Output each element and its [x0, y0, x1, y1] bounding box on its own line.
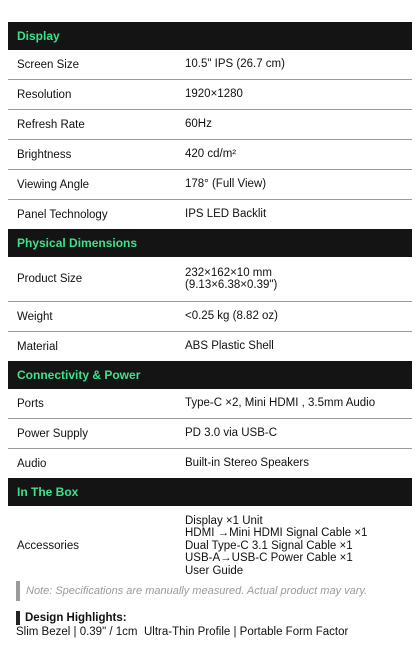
spec-label: Audio — [17, 457, 47, 470]
spec-row-resolution — [8, 80, 412, 110]
spec-value-line: USB-A→USB-C Power Cable ×1 — [185, 552, 353, 565]
spec-label: Refresh Rate — [17, 118, 85, 131]
spec-value — [185, 58, 412, 71]
measurement-note: Note: Specifications are manually measured. Actual product may vary. — [16, 581, 408, 601]
spec-row-weight — [8, 302, 412, 332]
spec-value-line: (9.13×6.38×0.39") — [185, 279, 278, 291]
spec-value-line: Built-in Stereo Speakers — [185, 457, 310, 470]
design-highlights-line — [16, 625, 412, 639]
spec-value-line: ABS Plastic Shell — [185, 340, 274, 353]
section-header-connectivity-power: Connectivity & Power — [8, 361, 412, 389]
spec-value — [185, 148, 412, 161]
spec-value-line: 178° (Full View) — [185, 178, 267, 191]
spec-row-panel-technology — [8, 200, 412, 229]
spec-row-accessories — [8, 506, 412, 586]
spec-value-line: 1920×1280 — [185, 88, 243, 101]
spec-value-line: HDMI →Mini HDMI Signal Cable ×1 — [185, 527, 368, 540]
highlight-profile: Ultra-Thin Profile | Portable Form Factor — [144, 626, 349, 638]
spec-row-viewing-angle — [8, 170, 412, 200]
spec-row-material — [8, 332, 412, 361]
spec-row-ports — [8, 389, 412, 419]
spec-value — [185, 208, 412, 221]
spec-value-line: Dual Type-C 3.1 Signal Cable ×1 — [185, 539, 353, 552]
section-header-physical-dimensions: Physical Dimensions — [8, 229, 412, 257]
spec-label: Product Size — [17, 273, 83, 285]
spec-value-line: User Guide — [185, 564, 244, 577]
spec-label: Viewing Angle — [17, 178, 90, 191]
spec-value-line: 420 cd/m² — [185, 148, 237, 161]
spec-value-line: Type-C ×2, Mini HDMI , 3.5mm Audio — [185, 397, 376, 410]
spec-label: Power Supply — [17, 427, 88, 440]
spec-label: Material — [17, 340, 58, 353]
spec-row-power-supply — [8, 419, 412, 449]
spec-label: Screen Size — [17, 58, 80, 71]
spec-value-line: PD 3.0 via USB-C — [185, 427, 278, 440]
spec-value-line: IPS LED Backlit — [185, 208, 267, 221]
spec-value-line: 60Hz — [185, 118, 212, 131]
spec-row-refresh-rate — [8, 110, 412, 140]
spec-value — [185, 427, 412, 440]
spec-row-brightness — [8, 140, 412, 170]
spec-value — [185, 118, 412, 131]
spec-label: Weight — [17, 310, 53, 323]
spec-row-audio — [8, 449, 412, 478]
section-header-in-the-box: In The Box — [8, 478, 412, 506]
spec-row-screen-size — [8, 50, 412, 80]
spec-value — [185, 515, 412, 578]
spec-value-line: 10.5" IPS (26.7 cm) — [185, 58, 285, 71]
spec-label: Brightness — [17, 148, 72, 161]
spec-value-line: <0.25 kg (8.82 oz) — [185, 310, 279, 323]
design-highlights — [16, 611, 412, 639]
highlight-bezel: Slim Bezel | 0.39" / 1cm — [16, 626, 138, 638]
spec-value — [185, 88, 412, 101]
spec-label: Panel Technology — [17, 208, 108, 221]
spec-label: Accessories — [17, 540, 79, 552]
spec-label: Resolution — [17, 88, 72, 101]
spec-value — [185, 457, 412, 470]
spec-value — [185, 310, 412, 323]
spec-value — [185, 178, 412, 191]
design-highlights-title: Design Highlights: — [16, 611, 412, 625]
spec-row-product-size — [8, 257, 412, 302]
spec-value — [185, 267, 412, 292]
spec-value — [185, 397, 412, 410]
spec-value-line: Display ×1 Unit — [185, 514, 263, 527]
section-header-display: Display — [8, 22, 412, 50]
spec-sheet — [8, 22, 412, 586]
spec-value-line: 232×162×10 mm — [185, 266, 272, 279]
spec-value — [185, 340, 412, 353]
spec-label: Ports — [17, 397, 44, 410]
